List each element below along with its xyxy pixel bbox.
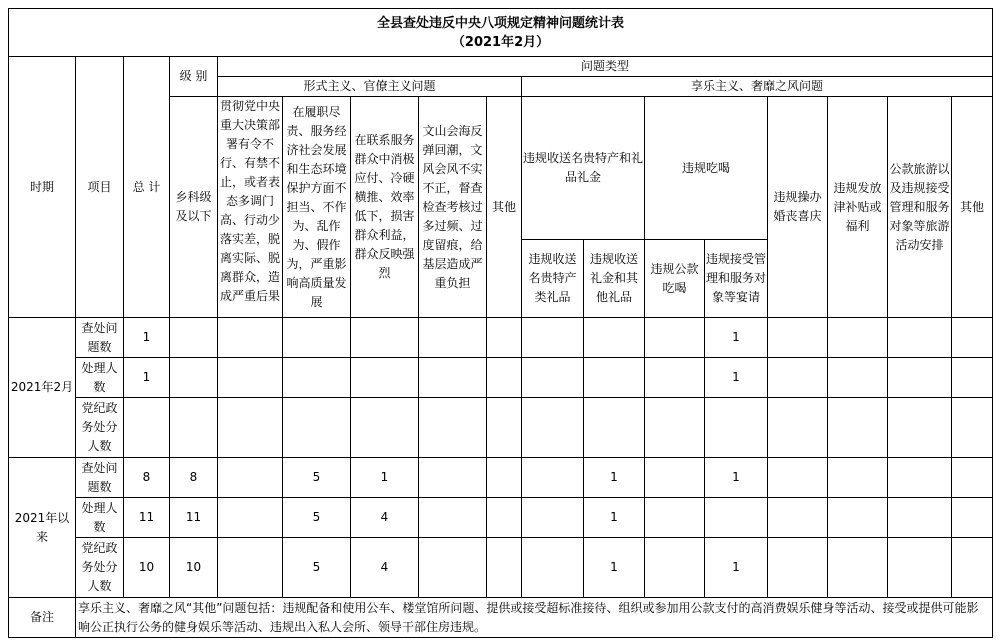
cell-wedding: [768, 318, 828, 358]
table-row: [9, 398, 993, 458]
cell-gift-b: [584, 318, 645, 358]
cell-town: 8: [170, 458, 218, 498]
period-label: 2021年2月: [9, 318, 76, 458]
cell-f3: 4: [351, 498, 419, 538]
header-total: 总 计: [124, 57, 170, 318]
cell-total: 10: [124, 538, 170, 598]
cell-travel: [888, 318, 952, 358]
table-row: [9, 458, 993, 498]
stats-table: [8, 8, 993, 638]
table-row: [9, 498, 993, 538]
row-item: 查处问题数: [76, 318, 124, 358]
cell-eat-b: 1: [705, 318, 768, 358]
cell-h-other: [952, 498, 993, 538]
cell-f4: [419, 398, 487, 458]
cell-f3: [351, 318, 419, 358]
table-title-cell: [9, 9, 993, 57]
cell-h-other: [952, 318, 993, 358]
cell-h-other: [952, 538, 993, 598]
cell-f4: [419, 318, 487, 358]
header-f4: 文山会海反弹回潮，文风会风不实不正，督查检查考核过多过频、过度留痕，给基层造成严重负担: [419, 97, 487, 318]
cell-f-other: [487, 458, 522, 498]
cell-travel: [888, 358, 952, 398]
cell-wedding: [768, 498, 828, 538]
cell-subsidy: [828, 358, 888, 398]
cell-total: 1: [124, 318, 170, 358]
cell-gift-a: [522, 358, 584, 398]
cell-f1: [218, 538, 283, 598]
table-row: [9, 538, 993, 598]
cell-f3: [351, 358, 419, 398]
cell-subsidy: [828, 498, 888, 538]
cell-f4: [419, 498, 487, 538]
header-level: 级 别: [170, 57, 218, 97]
cell-eat-b: 1: [705, 358, 768, 398]
cell-subsidy: [828, 398, 888, 458]
header-h-gift: 违规收送名贵特产和礼品礼金: [522, 97, 645, 240]
header-h-wedding: 违规操办婚丧喜庆: [768, 97, 828, 318]
cell-f2: 5: [283, 498, 351, 538]
row-item: 处理人数: [76, 498, 124, 538]
header-item: 项目: [76, 57, 124, 318]
header-period: 时期: [9, 57, 76, 318]
cell-eat-a: [645, 458, 705, 498]
cell-f2: [283, 398, 351, 458]
header-h-eat: 违规吃喝: [645, 97, 768, 240]
cell-eat-b: 1: [705, 538, 768, 598]
row-item: 党纪政务处分人数: [76, 398, 124, 458]
cell-eat-b: [705, 398, 768, 458]
cell-f1: [218, 458, 283, 498]
cell-gift-a: [522, 538, 584, 598]
cell-eat-a: [645, 358, 705, 398]
cell-eat-b: [705, 498, 768, 538]
cell-wedding: [768, 358, 828, 398]
cell-f1: [218, 498, 283, 538]
cell-h-other: [952, 458, 993, 498]
header-f2: 在履职尽责、服务经济社会发展和生态环境保护方面不担当、不作为、乱作为、假作为，严重影响高质量发展: [283, 97, 351, 318]
cell-f-other: [487, 498, 522, 538]
cell-total: 8: [124, 458, 170, 498]
note-text: 享乐主义、奢靡之风“其他”问题包括：违规配备和使用公车、楼堂馆所问题、提供或接受超标准接待、组织或参加用公款支付的高消费娱乐健身等活动、接受或提供可能影响公正执行公务的健身娱乐等活动、违规出入私人会所、领导干部住房违规。: [76, 598, 993, 638]
cell-gift-a: [522, 498, 584, 538]
cell-f2: [283, 358, 351, 398]
cell-h-other: [952, 358, 993, 398]
cell-gift-a: [522, 398, 584, 458]
header-hedonism: 享乐主义、奢靡之风问题: [522, 77, 993, 97]
cell-subsidy: [828, 318, 888, 358]
cell-town: [170, 318, 218, 358]
header-f3: 在联系服务群众中消极应付、冷硬横推、效率低下，损害群众利益，群众反映强烈: [351, 97, 419, 318]
cell-town: 10: [170, 538, 218, 598]
header-h-gift-b: 违规收送礼金和其他礼品: [584, 240, 645, 318]
table-subtitle: （2021年2月）: [451, 34, 550, 50]
cell-f3: [351, 398, 419, 458]
cell-eat-b: 1: [705, 458, 768, 498]
table-title: 全县查处违反中央八项规定精神问题统计表: [377, 15, 625, 31]
cell-eat-a: [645, 398, 705, 458]
cell-gift-b: 1: [584, 458, 645, 498]
header-h-other: 其他: [952, 97, 993, 318]
cell-f3: 4: [351, 538, 419, 598]
header-h-eat-b: 违规接受管理和服务对象等宴请: [705, 240, 768, 318]
cell-travel: [888, 498, 952, 538]
header-h-subsidy: 违规发放津补贴或福利: [828, 97, 888, 318]
cell-wedding: [768, 538, 828, 598]
cell-gift-b: 1: [584, 498, 645, 538]
note-label: 备注: [9, 598, 76, 638]
cell-f2: 5: [283, 458, 351, 498]
header-township: 乡科级及以下: [170, 97, 218, 318]
header-h-eat-a: 违规公款吃喝: [645, 240, 705, 318]
cell-gift-b: [584, 358, 645, 398]
cell-f-other: [487, 398, 522, 458]
table-row: [9, 318, 993, 358]
cell-gift-a: [522, 318, 584, 358]
period-label: 2021年以来: [9, 458, 76, 598]
cell-travel: [888, 458, 952, 498]
cell-f-other: [487, 318, 522, 358]
cell-f4: [419, 538, 487, 598]
cell-wedding: [768, 398, 828, 458]
header-h-gift-a: 违规收送名贵特产类礼品: [522, 240, 584, 318]
cell-eat-a: [645, 538, 705, 598]
row-item: 党纪政务处分人数: [76, 538, 124, 598]
cell-subsidy: [828, 538, 888, 598]
cell-f-other: [487, 538, 522, 598]
cell-f4: [419, 458, 487, 498]
table-row: [9, 358, 993, 398]
header-formalism: 形式主义、官僚主义问题: [218, 77, 522, 97]
header-f1: 贯彻党中央重大决策部署有令不行、有禁不止，或者表态多调门高、行动少落实差，脱离实际、脱离群众，造成严重后果: [218, 97, 283, 318]
cell-f1: [218, 398, 283, 458]
cell-total: [124, 398, 170, 458]
cell-town: [170, 358, 218, 398]
cell-travel: [888, 538, 952, 598]
cell-f-other: [487, 358, 522, 398]
cell-travel: [888, 398, 952, 458]
cell-town: [170, 398, 218, 458]
header-problem-type: 问题类型: [218, 57, 993, 77]
header-f-other: 其他: [487, 97, 522, 318]
cell-f4: [419, 358, 487, 398]
cell-f2: 5: [283, 538, 351, 598]
cell-subsidy: [828, 458, 888, 498]
header-h-travel: 公款旅游以及违规接受管理和服务对象等旅游活动安排: [888, 97, 952, 318]
cell-f3: 1: [351, 458, 419, 498]
cell-town: 11: [170, 498, 218, 538]
cell-h-other: [952, 398, 993, 458]
cell-total: 1: [124, 358, 170, 398]
cell-f2: [283, 318, 351, 358]
cell-gift-a: [522, 458, 584, 498]
cell-gift-b: 1: [584, 538, 645, 598]
cell-wedding: [768, 458, 828, 498]
cell-eat-a: [645, 498, 705, 538]
cell-gift-b: [584, 398, 645, 458]
cell-eat-a: [645, 318, 705, 358]
row-item: 查处问题数: [76, 458, 124, 498]
cell-f1: [218, 318, 283, 358]
row-item: 处理人数: [76, 358, 124, 398]
cell-total: 11: [124, 498, 170, 538]
cell-f1: [218, 358, 283, 398]
